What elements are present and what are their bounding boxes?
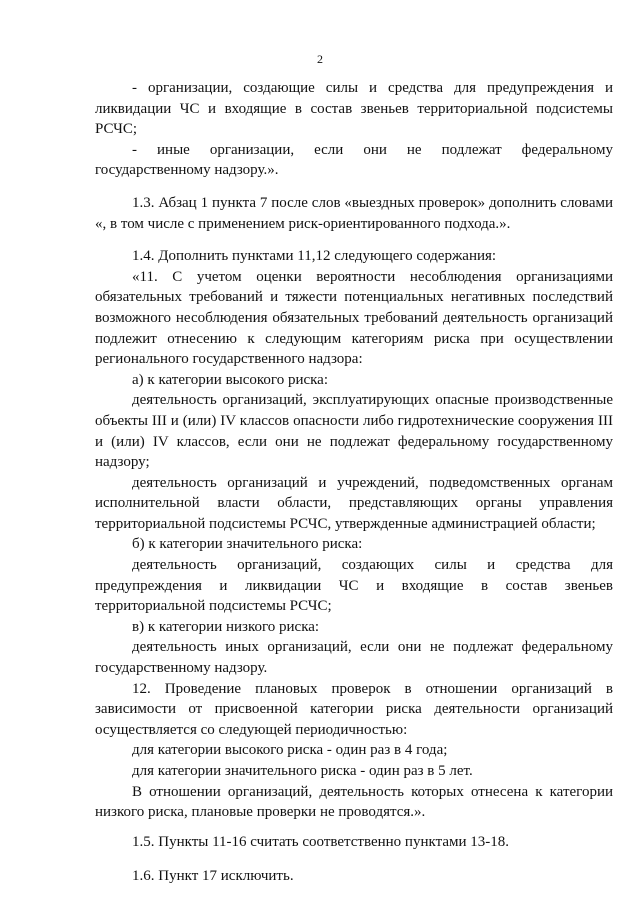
paragraph-low-risk-heading: в) к категории низкого риска: <box>132 618 320 635</box>
document-body <box>95 78 613 887</box>
paragraph-point-12: 12. Проведение плановых проверок в отношении организаций в зависимости от присвоенной категории риска деятельности организаций осуществляется со следующей периодичностью: <box>95 680 613 738</box>
paragraph-periodicity-high: для категории высокого риска - один раз в 4 года; <box>132 742 448 759</box>
paragraph-high-risk-2: деятельность организаций и учреждений, подведомственных органам исполнительной власти области, представляющих органы управления территориальной подсистемы РСЧС, утвержденные администрацией области; <box>95 474 613 532</box>
page-number: 2 <box>317 52 323 66</box>
paragraph-1-4: 1.4. Дополнить пунктами 11,12 следующего содержания: <box>132 248 497 265</box>
paragraph-1-6: 1.6. Пункт 17 исключить. <box>132 868 294 885</box>
paragraph-1-5: 1.5. Пункты 11-16 считать соответственно пунктами 13-18. <box>132 833 509 850</box>
paragraph-low-risk-1: деятельность иных организаций, если они не подлежат федеральному государственному надзору. <box>95 639 613 677</box>
paragraph-significant-risk-1: деятельность организаций, создающих силы и средства для предупреждения и ликвидации ЧС и входящие в состав звеньев территориальной подсистемы РСЧС; <box>95 557 613 615</box>
paragraph-high-risk-1: деятельность организаций, эксплуатирующих опасные производственные объекты III и (или) IV классов опасности либо гидротехнические сооружения III и (или) IV классов, если они не подлежат федеральному государственному надзору; <box>95 392 613 471</box>
paragraph-high-risk-heading: а) к категории высокого риска: <box>132 371 329 388</box>
paragraph-list-item-2: - иные организации, если они не подлежат федеральному государственному надзору.». <box>95 141 613 179</box>
paragraph-low-risk-no-checks: В отношении организаций, деятельность которых отнесена к категории низкого риска, плановые проверки не проводятся.». <box>95 783 613 821</box>
paragraph-list-item-1: - организации, создающие силы и средства для предупреждения и ликвидации ЧС и входящие в состав звеньев территориальной подсистемы РСЧС; <box>95 80 613 138</box>
paragraph-significant-risk-heading: б) к категории значительного риска: <box>132 536 363 553</box>
paragraph-point-11: «11. С учетом оценки вероятности несоблюдения организациями обязательных требований и тяжести потенциальных негативных последствий возможного несоблюдения обязательных требований деятельность организаций подлежит отнесению к следующим категориям риска при осуществлении регионального государственного надзора: <box>95 268 613 368</box>
paragraph-periodicity-significant: для категории значительного риска - один раз в 5 лет. <box>132 763 473 779</box>
paragraph-1-3: 1.3. Абзац 1 пункта 7 после слов «выездных проверок» дополнить словами «, в том числе с применением риск-ориентированного подхода.». <box>95 194 613 232</box>
